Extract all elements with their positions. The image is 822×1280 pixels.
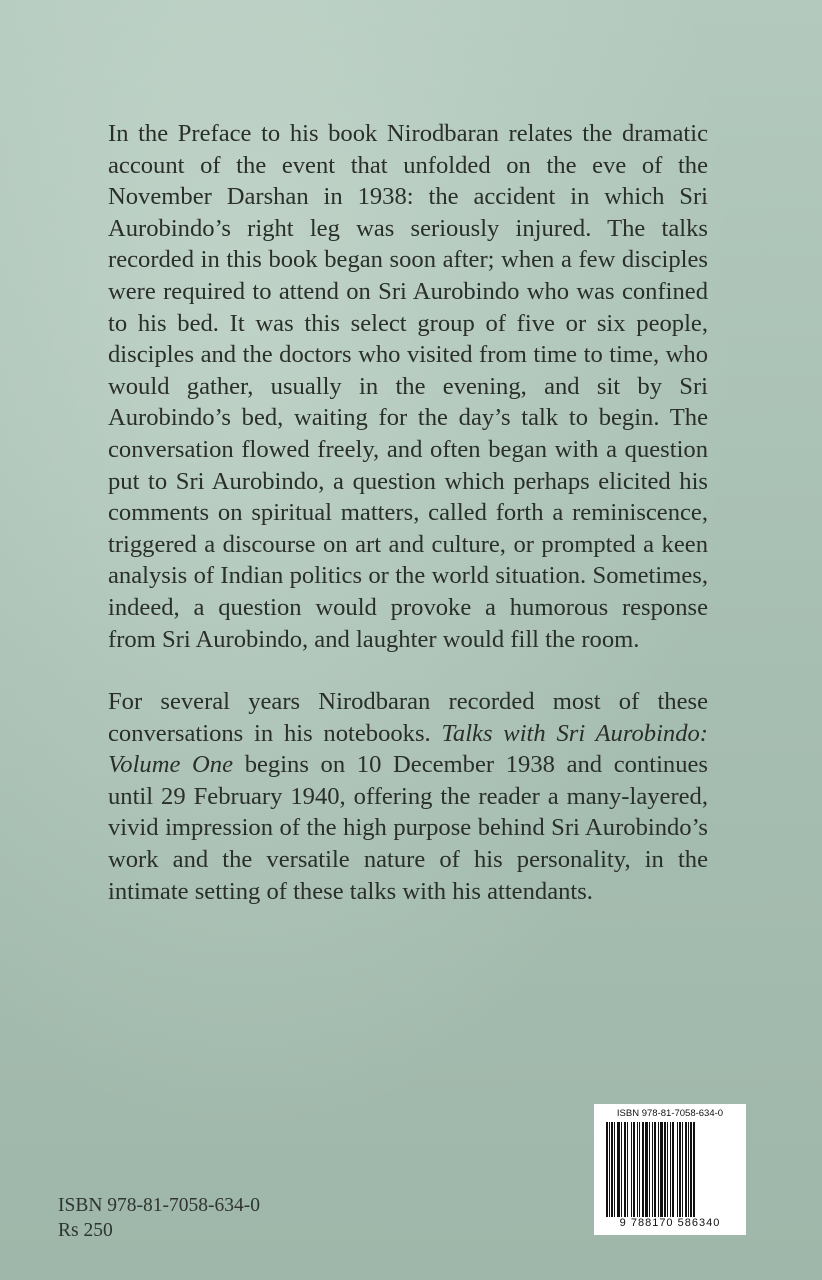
isbn-text: ISBN 978-81-7058-634-0 (58, 1195, 261, 1216)
blurb-p2-start: For several years Nirodbaran recorded most of these conversations in his notebooks. (108, 688, 708, 747)
barcode-bar (649, 1122, 650, 1217)
barcode-bar (633, 1122, 635, 1217)
barcode-bar (688, 1122, 689, 1217)
barcode-bar (670, 1122, 671, 1217)
barcode-bar (639, 1122, 640, 1217)
barcode-bars (606, 1122, 734, 1217)
barcode-bar (682, 1122, 683, 1217)
barcode-bar (658, 1122, 659, 1217)
barcode-bar (614, 1122, 615, 1217)
barcode-bar (660, 1122, 663, 1217)
blurb-p2-end: begins on 10 December 1938 and continues until 29 February 1940, offering the reader a many-layered, vivid impression of the high purpose behind Sri Aurobindo’s work and the versatile nature of his personality, in the intimate setting of these talks with his attendants. (108, 751, 708, 905)
barcode-bar (631, 1122, 632, 1217)
blurb-paragraph-1: In the Preface to his book Nirodbaran relates the dramatic account of the event that unfolded on the eve of the November Darshan in 1938: the accident in which Sri Aurobindo’s right leg was seriously injured. The talks recorded in this book began soon after; when a few disciples were required to attend on Sri Aurobindo who was confined to his bed. It was this select group of five or six people, disciples and the doctors who visited from time to time, who would gather, usually in the evening, and sit by Sri Aurobindo’s bed, waiting for the day’s talk to begin. The conversation flowed freely, and often began with a question put to Sri Aurobindo, a question which perhaps elicited his comments on spiritual matters, called forth a reminiscence, triggered a discourse on art and culture, or prompted a keen analysis of Indian politics or the world situation. Sometimes, indeed, a question would provoke a humorous response from Sri Aurobindo, and laughter would fill the room. (108, 120, 708, 653)
isbn-price-block (58, 1193, 260, 1243)
barcode-bar (606, 1122, 608, 1217)
barcode-bar (617, 1122, 620, 1217)
barcode-bar (621, 1122, 622, 1217)
barcode-bar (685, 1122, 687, 1217)
barcode-bar (645, 1122, 648, 1217)
barcode-bar (627, 1122, 628, 1217)
barcode-bar (624, 1122, 626, 1217)
barcode-bar (611, 1122, 613, 1217)
book-title: Talks with Sri Aurobindo: Volume One (108, 719, 708, 779)
barcode-isbn: ISBN 978-81-7058-634-0 (616, 1108, 724, 1119)
price-text: Rs 250 (58, 1220, 113, 1241)
barcode-bar (693, 1122, 695, 1217)
blurb-paragraph-2 (108, 686, 708, 907)
back-cover-blurb (108, 118, 708, 938)
barcode-bar (679, 1122, 681, 1217)
barcode-bar (664, 1122, 666, 1217)
barcode-bar (654, 1122, 656, 1217)
barcode-bar (652, 1122, 653, 1217)
barcode-bar (667, 1122, 668, 1217)
barcode-bar (609, 1122, 610, 1217)
barcode-bar (677, 1122, 678, 1217)
barcode-bar (690, 1122, 692, 1217)
barcode-digits: 9 788170 586340 (619, 1217, 721, 1229)
barcode-bar (637, 1122, 638, 1217)
barcode-bar (672, 1122, 674, 1217)
barcode-bar (642, 1122, 644, 1217)
barcode-label (594, 1104, 746, 1235)
